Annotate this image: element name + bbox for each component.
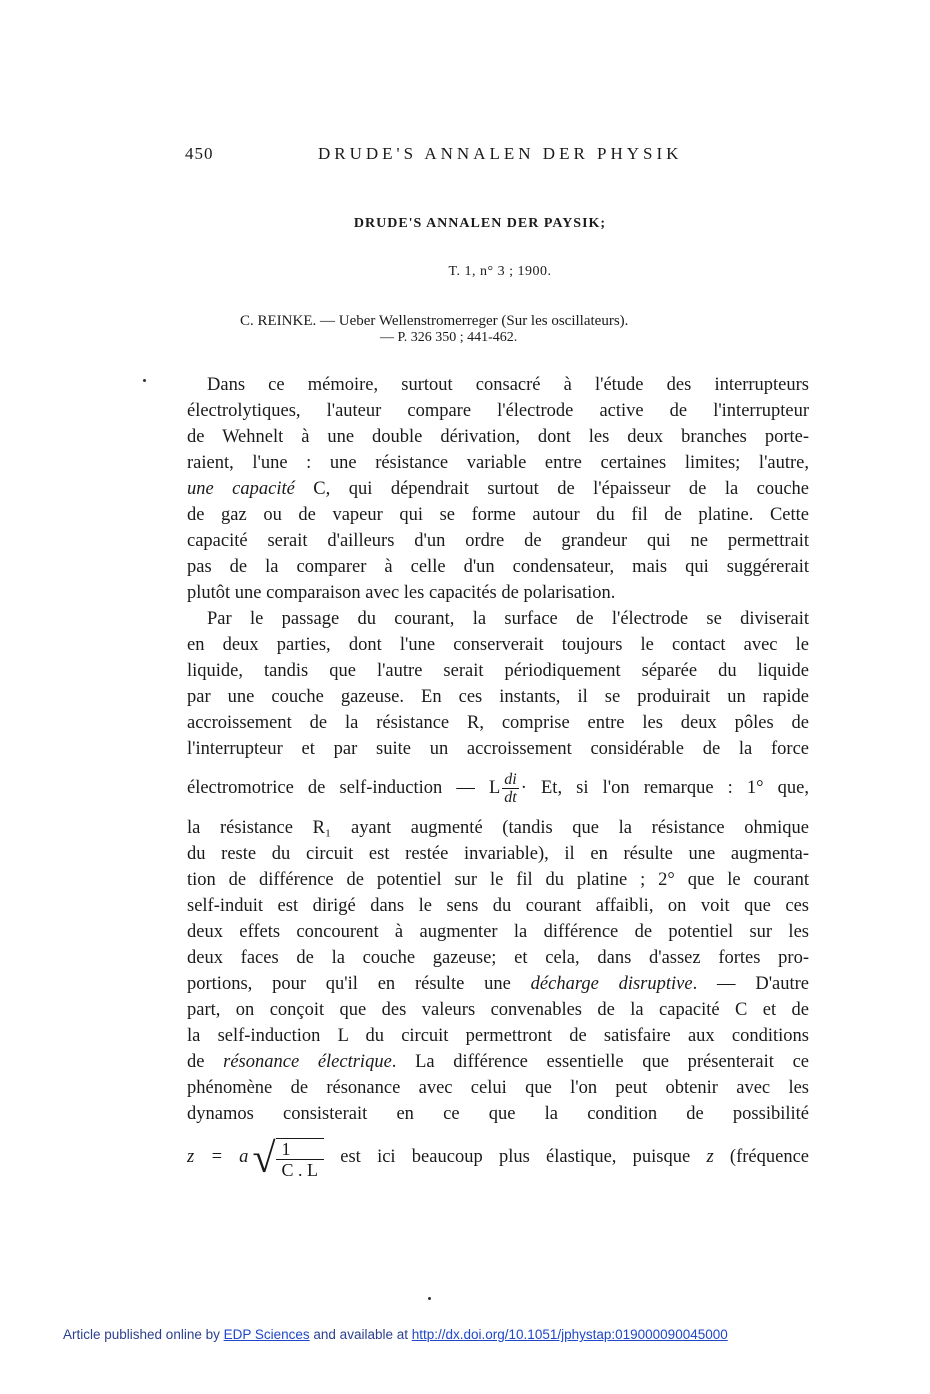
- text-line: liquide, tandis que l'autre serait périodiquement séparée du liquide: [187, 661, 809, 681]
- text-line: self-induit est dirigé dans le sens du courant affaibli, on voit que ces: [187, 896, 809, 916]
- text-line: raient, l'une : une résistance variable entre certaines limites; l'autre,: [187, 453, 809, 473]
- text-line: la résistance R₁ ayant augmenté (tandis que la résistance ohmique: [187, 818, 809, 838]
- volume-info: T. 1, n° 3 ; 1900.: [448, 264, 552, 279]
- text-line: la self-induction L du circuit permettront de satisfaire aux conditions: [187, 1026, 809, 1046]
- text-line: dynamos consisterait en ce que la condition de possibilité: [187, 1104, 809, 1124]
- text-line: part, on conçoit que des valeurs convenables de la capacité C et de: [187, 1000, 809, 1020]
- text-line: Dans ce mémoire, surtout consacré à l'étude des interrupteurs: [207, 375, 809, 395]
- text-line-with-radical: z = a√ $\frac{1}{C . L}$ est ici beaucoup plus élastique, puisque z (fréquence: [187, 1132, 809, 1183]
- text-line: phénomène de résonance avec celui que l'on peut obtenir avec les: [187, 1078, 809, 1098]
- text-line: du reste du circuit est restée invariable), il en résulte une augmenta-: [187, 844, 809, 864]
- publisher-link[interactable]: EDP Sciences: [223, 1327, 310, 1342]
- reference-line-2: — P. 326 350 ; 441-462.: [380, 330, 518, 345]
- publication-footer: [63, 1327, 728, 1342]
- margin-mark: [143, 379, 146, 382]
- page-speck: [428, 1297, 431, 1300]
- text-line: par une couche gazeuse. En ces instants, il se produirait un rapide: [187, 687, 809, 707]
- text-line: accroissement de la résistance R, comprise entre les deux pôles de: [187, 713, 809, 733]
- reference-line-1: C. REINKE. — Ueber Wellenstromerreger (Sur les oscillateurs).: [240, 313, 629, 329]
- text-line: l'interrupteur et par suite un accroissement considérable de la force: [187, 739, 809, 759]
- running-head: DRUDE'S ANNALEN DER PHYSIK: [318, 144, 683, 163]
- text-line: électrolytiques, l'auteur compare l'électrode active de l'interrupteur: [187, 401, 809, 421]
- square-root: √ $\frac{1}{C . L}$: [252, 1133, 324, 1183]
- doi-link[interactable]: http://dx.doi.org/10.1051/jphystap:019000090045000: [411, 1327, 728, 1342]
- text-line: tion de différence de potentiel sur le fil du platine ; 2° que le courant: [187, 870, 809, 890]
- equation-lhs: z = a: [187, 1147, 249, 1167]
- section-title: DRUDE'S ANNALEN DER PAYSIK;: [353, 216, 607, 231]
- text-line: capacité serait d'ailleurs d'un ordre de grandeur qui ne permettrait: [187, 531, 809, 551]
- text-line: de Wehnelt à une double dérivation, dont les deux branches porte-: [187, 427, 809, 447]
- text-line: portions, pour qu'il en résulte une décharge disruptive. — D'autre: [187, 974, 810, 994]
- text-line: deux effets concourent à augmenter la différence de potentiel sur les: [187, 922, 809, 942]
- italic-term: résonance électrique: [223, 1052, 392, 1072]
- text-line: pas de la comparer à celle d'un condensateur, mais qui suggérerait: [187, 557, 809, 577]
- text-line: de gaz ou de vapeur qui se forme autour du fil de platine. Cette: [187, 505, 809, 525]
- page-number: 450: [185, 144, 214, 163]
- italic-term: une capacité: [187, 479, 295, 499]
- fraction-di-dt: $\frac{di}{dt}$: [504, 771, 517, 807]
- text-line: une capacité C, qui dépendrait surtout de l'épaisseur de la couche: [187, 479, 810, 499]
- text-line: en deux parties, dont l'une conserverait toujours le contact avec le: [187, 635, 809, 655]
- text-line: plutôt une comparaison avec les capacités de polarisation.: [187, 583, 616, 603]
- footer-text: and available at: [309, 1327, 412, 1342]
- text-line: deux faces de la couche gazeuse; et cela, dans d'assez fortes pro-: [187, 948, 809, 968]
- footer-text: Article published online by: [63, 1327, 224, 1342]
- text-line-with-fraction: électromotrice de self-induction — L $\frac{di}{dt}$ · Et, si l'on remarque : 1° que,: [187, 771, 809, 807]
- italic-term: décharge disruptive: [530, 974, 693, 994]
- text-line: Par le passage du courant, la surface de l'électrode se diviserait: [207, 609, 809, 629]
- text-line: de résonance électrique. La différence essentielle que présenterait ce: [187, 1052, 809, 1072]
